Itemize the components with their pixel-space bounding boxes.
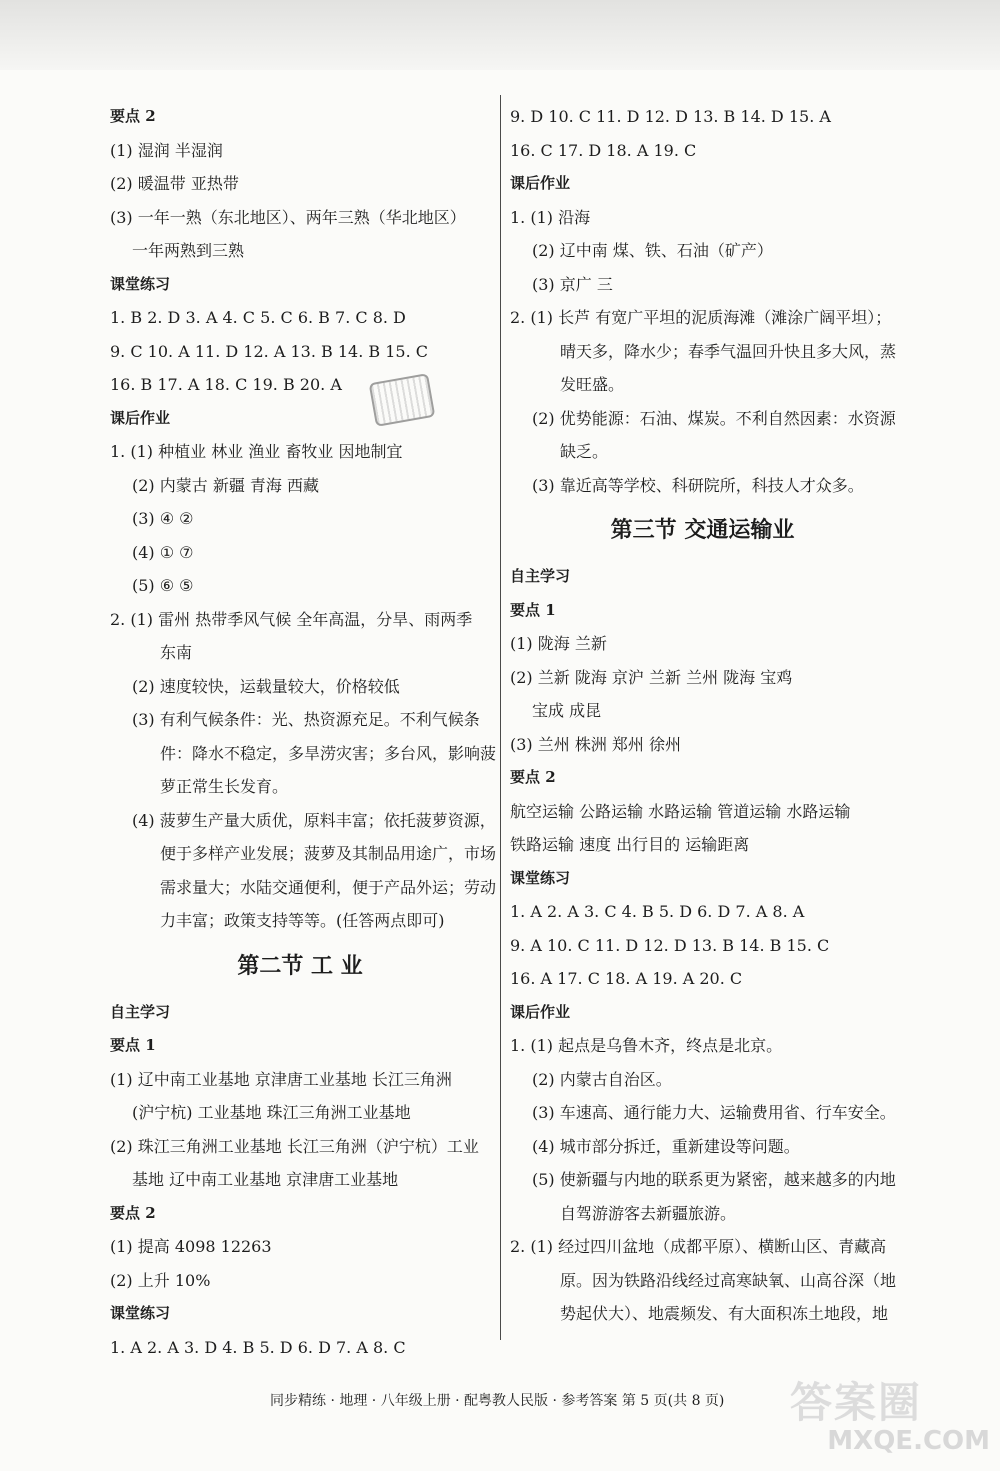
section-heading: 要点 1 bbox=[510, 600, 556, 619]
chapter-title: 第二节 工 业 bbox=[237, 953, 363, 979]
right-column bbox=[510, 100, 895, 1331]
answer-line: (4) ① ⑦ bbox=[132, 542, 194, 562]
answer-line: 缺乏。 bbox=[560, 442, 609, 461]
section-heading: 课后作业 bbox=[110, 408, 171, 427]
answer-line: (2) 速度较快，运载量较大，价格较低 bbox=[132, 676, 400, 696]
answer-line: (3) ④ ② bbox=[132, 509, 194, 528]
answer-line: (沪宁杭) 工业基地 珠江三角洲工业基地 bbox=[132, 1103, 411, 1122]
answer-line: 原。因为铁路沿线经过高寒缺氧、山高谷深（地 bbox=[560, 1270, 897, 1290]
answer-line: 16. A 17. C 18. A 19. A 20. C bbox=[510, 969, 743, 988]
answer-line: 2. (1) 经过四川盆地（成都平原）、横断山区、青藏高 bbox=[510, 1237, 887, 1256]
answer-line: 16. C 17. D 18. A 19. C bbox=[510, 140, 697, 160]
section-heading: 自主学习 bbox=[110, 1002, 171, 1021]
scan-top-band bbox=[0, 0, 1000, 70]
chapter-title: 第三节 交通运输业 bbox=[610, 518, 795, 543]
answer-line: (2) 珠江三角洲工业基地 长江三角洲（沪宁杭）工业 bbox=[110, 1136, 479, 1156]
answer-line: 便于多样产业发展；菠萝及其制品用途广，市场 bbox=[160, 844, 497, 863]
page-footer: 同步精练 · 地理 · 八年级上册 · 配粤教人民版 · 参考答案 第 5 页(共 8 页) bbox=[270, 1393, 725, 1409]
answer-line: 宝成 成昆 bbox=[532, 701, 602, 720]
section-heading: 要点 1 bbox=[110, 1036, 156, 1054]
answer-line: (5) 使新疆与内地的联系更为紧密，越来越多的内地 bbox=[532, 1170, 896, 1189]
answer-line: (1) 辽中南工业基地 京津唐工业基地 长江三角洲 bbox=[110, 1069, 452, 1089]
answer-line: (3) 车速高、通行能力大、运输费用省、行车安全。 bbox=[532, 1103, 896, 1122]
section-heading: 课堂练习 bbox=[510, 868, 571, 887]
watermark-logo bbox=[790, 1370, 990, 1465]
answer-line: 东南 bbox=[160, 643, 193, 662]
answer-line: 1. (1) 种植业 林业 渔业 畜牧业 因地制宜 bbox=[110, 442, 403, 461]
answer-line: (4) 菠萝生产量大质优，原料丰富；依托菠萝资源， bbox=[132, 810, 496, 830]
answer-line: 势起伏大）、地震频发、有大面积冻土地段，地 bbox=[560, 1304, 889, 1323]
answer-line: 需求量大；水陆交通便利，便于产品外运；劳动 bbox=[160, 877, 497, 897]
left-column bbox=[110, 100, 497, 1364]
answer-line: 件：降水不稳定，多旱涝灾害；多台风，影响菠 bbox=[160, 743, 497, 763]
answer-line: 9. A 10. C 11. D 12. D 13. B 14. B 15. C bbox=[510, 935, 830, 955]
answer-line: (2) 内蒙古 新疆 青海 西藏 bbox=[132, 475, 320, 495]
answer-line: (1) 陇海 兰新 bbox=[510, 634, 607, 653]
watermark-logo-text: 答案圈 bbox=[790, 1378, 923, 1427]
answer-line: (2) 兰新 陇海 京沪 兰新 兰州 陇海 宝鸡 bbox=[510, 667, 793, 687]
section-heading: 课堂练习 bbox=[110, 274, 171, 293]
answer-line: 9. D 10. C 11. D 12. D 13. B 14. D 15. A bbox=[510, 107, 831, 126]
answer-line: 1. B 2. D 3. A 4. C 5. C 6. B 7. C 8. D bbox=[110, 308, 406, 327]
answer-line: (3) 一年一熟（东北地区）、两年三熟（华北地区） bbox=[110, 207, 466, 227]
answer-line: 2. (1) 长芦 有宽广平坦的泥质海滩（滩涂广阔平坦）； bbox=[510, 308, 892, 327]
answer-line: 发旺盛。 bbox=[560, 375, 625, 394]
watermark-url: MXQE.COM bbox=[827, 1426, 990, 1456]
answer-line: 基地 辽中南工业基地 京津唐工业基地 bbox=[132, 1170, 399, 1189]
answer-line: (1) 湿润 半湿润 bbox=[110, 140, 223, 160]
answer-line: 晴天多，降水少；春季气温回升快且多大风，蒸 bbox=[560, 341, 897, 361]
section-heading: 课后作业 bbox=[510, 1002, 571, 1021]
answer-line: 16. B 17. A 18. C 19. B 20. A bbox=[110, 375, 342, 394]
answer-line: 航空运输 公路运输 水路运输 管道运输 水路运输 bbox=[510, 801, 851, 821]
answer-line: 自驾游游客去新疆旅游。 bbox=[560, 1203, 737, 1223]
section-heading: 要点 2 bbox=[110, 107, 156, 125]
answer-line: (2) 优势能源：石油、煤炭。不利自然因素：水资源 bbox=[532, 408, 896, 428]
section-heading: 要点 2 bbox=[110, 1203, 156, 1222]
answer-line: 1. A 2. A 3. D 4. B 5. D 6. D 7. A 8. C bbox=[110, 1337, 406, 1357]
answer-line: 铁路运输 速度 出行目的 运输距离 bbox=[510, 835, 750, 854]
answer-line: 9. C 10. A 11. D 12. A 13. B 14. B 15. C bbox=[110, 341, 428, 361]
answer-line: (3) 靠近高等学校、科研院所，科技人才众多。 bbox=[532, 475, 864, 495]
column-divider bbox=[500, 95, 501, 1340]
answer-line: (2) 暖温带 亚热带 bbox=[110, 174, 239, 193]
answer-line: (3) 兰州 株洲 郑州 徐州 bbox=[510, 734, 682, 754]
section-heading: 要点 2 bbox=[510, 768, 556, 786]
answer-line: (3) 京广 三 bbox=[532, 274, 613, 294]
answer-line: 力丰富；政策支持等等。(任答两点即可) bbox=[160, 911, 445, 930]
answer-line: 1. (1) 沿海 bbox=[510, 207, 591, 227]
answer-line: (1) 提高 4098 12263 bbox=[110, 1237, 272, 1256]
answer-line: 萝正常生长发育。 bbox=[160, 777, 289, 796]
answer-line: (5) ⑥ ⑤ bbox=[132, 576, 194, 595]
answer-line: (2) 内蒙古自治区。 bbox=[532, 1069, 672, 1089]
answer-line: 一年两熟到三熟 bbox=[132, 241, 245, 260]
answer-line: 1. A 2. A 3. C 4. B 5. D 6. D 7. A 8. A bbox=[510, 902, 805, 921]
section-heading: 自主学习 bbox=[510, 567, 571, 585]
section-heading: 课后作业 bbox=[510, 174, 571, 192]
section-heading: 课堂练习 bbox=[110, 1304, 171, 1322]
answer-line: 1. (1) 起点是乌鲁木齐，终点是北京。 bbox=[510, 1036, 783, 1055]
answer-line: (4) 城市部分拆迁，重新建设等问题。 bbox=[532, 1136, 800, 1156]
answer-line: 2. (1) 雷州 热带季风气候 全年高温，分旱、雨两季 bbox=[110, 609, 473, 629]
answer-line: (3) 有利气候条件：光、热资源充足。不利气候条 bbox=[132, 710, 480, 729]
answer-line: (2) 辽中南 煤、铁、石油（矿产） bbox=[532, 241, 773, 260]
answer-line: (2) 上升 10% bbox=[110, 1270, 211, 1290]
